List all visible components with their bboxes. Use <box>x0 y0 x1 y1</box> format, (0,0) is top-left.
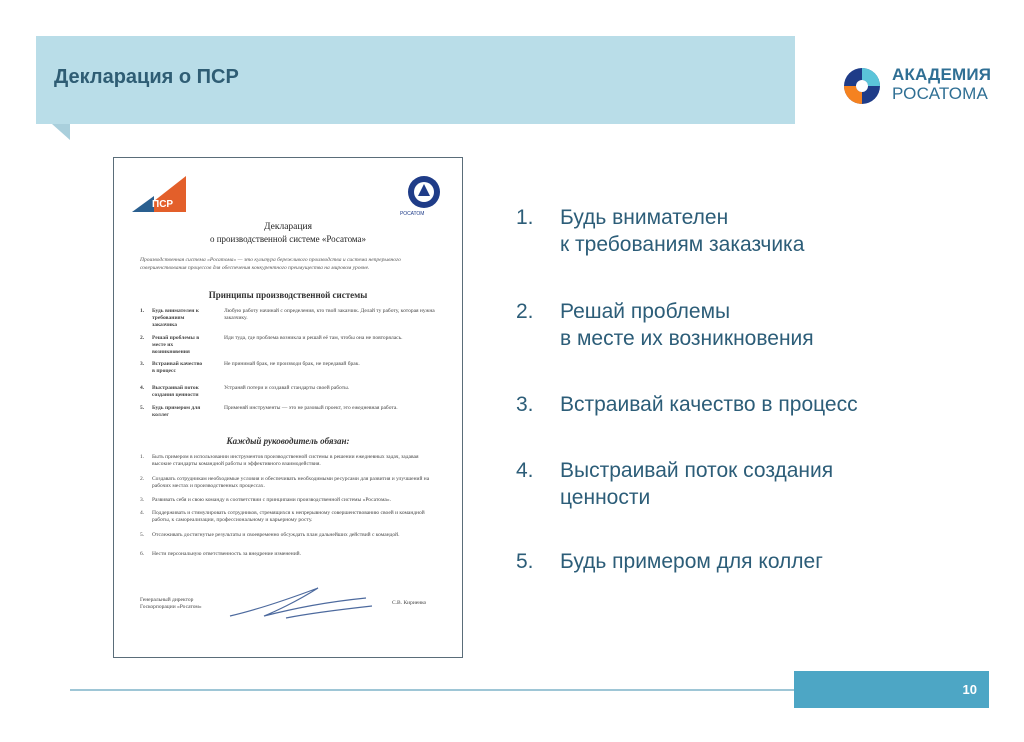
page-title: Декларация о ПСР <box>54 66 239 88</box>
principle-text: Решай проблемы в месте их возникновения <box>560 300 814 350</box>
principle-text: Выстраивай поток создания ценности <box>560 459 834 509</box>
doc-duty-text: Поддерживать и стимулировать сотрудников, стремящихся к непрерывному совершенствованию своей и командной работы, к самореализации, профессиональному и карьерному росту. <box>152 510 425 523</box>
doc-principle-desc: Устраняй потери и создавай стандарты своей работы. <box>224 385 350 391</box>
doc-principle-name: Выстраивай поток создания ценности <box>152 385 199 398</box>
doc-principle-number: 3. <box>140 361 145 367</box>
principle-number: 3. <box>516 393 534 416</box>
doc-principle-name: Будь внимателен к требованиям заказчика <box>152 308 199 328</box>
doc-duty-text: Быть примером в использовании инструментов производственной системы в решении ежедневных задач, задавая высокие стандарты командной работы и эффективного взаимодействия. <box>152 454 419 467</box>
duties-heading: Каждый руководитель обязан: <box>226 436 350 446</box>
doc-principle-number: 5. <box>140 405 145 411</box>
signatory-name: С.В. Кириенко <box>392 600 427 606</box>
doc-principle-name: Будь примером для коллег <box>152 405 201 418</box>
document-subtitle: о производственной системе «Росатома» <box>209 234 367 244</box>
doc-principle-desc: Применяй инструменты — это не разовый проект, это ежедневная работа. <box>224 405 398 411</box>
doc-duty-number: 4. <box>140 510 145 516</box>
handwritten-signature <box>226 580 376 624</box>
principle-number: 5. <box>516 550 534 573</box>
doc-principle-desc: Любую работу начинай с определения, кто твой заказчик. Делай ту работу, которая нужна заказчику. <box>224 308 435 321</box>
page-number-box <box>794 671 989 708</box>
header-tab-corner <box>52 124 70 140</box>
psr-logo <box>132 174 186 214</box>
doc-principle-number: 4. <box>140 385 145 391</box>
principles-heading: Принципы производственной системы <box>208 290 368 300</box>
doc-duty-number: 3. <box>140 497 145 503</box>
declaration-document-image <box>113 157 463 658</box>
rosatom-label: РОСАТОМ <box>400 211 425 217</box>
doc-duty-number: 2. <box>140 476 145 482</box>
rosatom-emblem-icon <box>404 174 444 210</box>
rosatom-logo-icon <box>842 66 882 106</box>
academy-rosatom-logo <box>842 62 1002 110</box>
signatory-position: Генеральный директор Госкорпорации «Росатом» <box>140 597 202 610</box>
doc-duty-text: Отслеживать достигнутые результаты и своевременно обсуждать план дальнейших действий с командой. <box>152 532 400 538</box>
doc-duty-text: Развивать себя и свою команду в соответствии с принципами производственной системы «Росатома». <box>152 497 391 503</box>
doc-duty-number: 5. <box>140 532 145 538</box>
doc-principle-name: Встраивай качество в процесс <box>152 361 203 374</box>
doc-duty-number: 1. <box>140 454 145 460</box>
doc-duty-number: 6. <box>140 551 145 557</box>
footer-divider <box>70 689 794 691</box>
document-intro: Производственная система «Росатома» — это культура бережливого производства и система непрерывного совершенствования процессов для обеспечения конкурентного преимущества на мировом уровне. <box>140 257 401 271</box>
doc-duty-text: Создавать сотрудникам необходимые условия и обеспечивать необходимыми ресурсами для развития и улучшений на рабочих местах и производственных процессах. <box>152 476 430 489</box>
principle-text: Встраивай качество в процесс <box>560 393 858 416</box>
document-title: Декларация <box>264 222 312 232</box>
doc-duty-text: Нести персональную ответственность за внедрение изменений. <box>152 551 301 557</box>
logo-text-line2: РОСАТОМА <box>892 84 989 103</box>
doc-principle-name: Решай проблемы в месте их возникновения <box>152 335 200 355</box>
principle-number: 2. <box>516 300 534 323</box>
doc-principle-number: 1. <box>140 308 145 314</box>
principle-text: Будь внимателен к требованиям заказчика <box>560 206 805 256</box>
principle-number: 4. <box>516 459 534 482</box>
logo-text-line1: АКАДЕМИЯ <box>892 65 992 84</box>
psr-logo-text: ПСР <box>152 199 174 210</box>
doc-principle-desc: Не принимай брак, не производи брак, не передавай брак. <box>224 361 360 367</box>
doc-principle-number: 2. <box>140 335 145 341</box>
principle-number: 1. <box>516 206 534 229</box>
doc-principle-desc: Иди туда, где проблема возникла и решай её там, чтобы она не повторялась. <box>224 335 403 341</box>
principle-text: Будь примером для коллег <box>560 550 823 573</box>
page-number: 10 <box>962 682 977 697</box>
